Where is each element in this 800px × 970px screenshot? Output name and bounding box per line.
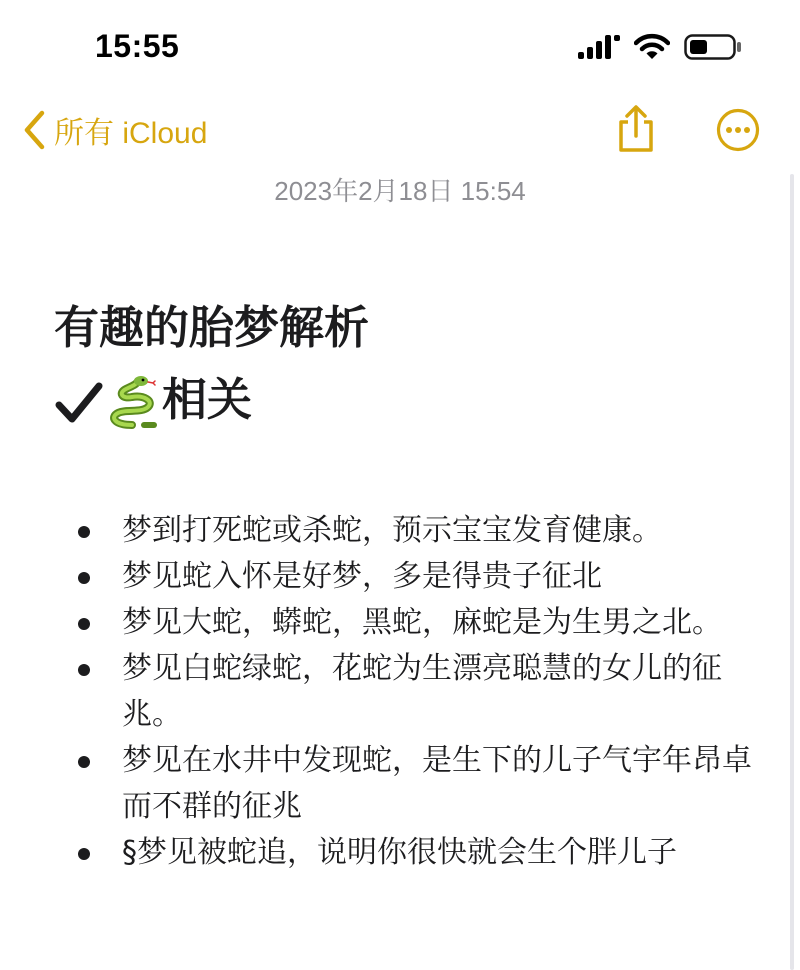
status-icons (578, 30, 742, 64)
list-item (60, 830, 760, 876)
cellular-signal-icon (578, 33, 620, 61)
share-button[interactable] (614, 104, 658, 154)
list-item (60, 508, 760, 554)
battery-icon (684, 33, 742, 61)
note-title-line-1: 有趣的胎梦解析 (54, 301, 370, 354)
list-item-text: 梦见白蛇绿蛇，花蛇为生漂亮聪慧的女儿的征兆。 (122, 651, 722, 732)
note-title[interactable] (54, 292, 369, 436)
note-date: 2023年2月18日 15:54 (274, 176, 526, 206)
note-title-line-2 (54, 364, 369, 436)
bullet-icon (78, 572, 90, 584)
scroll-indicator (790, 174, 794, 970)
bullet-list (60, 508, 760, 876)
list-item-text: §梦见被蛇追，说明你很快就会生个胖儿子 (122, 835, 677, 870)
bullet-icon (78, 664, 90, 676)
bullet-icon (78, 756, 90, 768)
list-item-text: 梦见蛇入怀是好梦，多是得贵子征北 (122, 559, 602, 594)
bullet-icon (78, 526, 90, 538)
note-body[interactable] (60, 508, 760, 876)
more-icon (716, 108, 760, 152)
snake-icon (104, 375, 162, 431)
list-item (60, 554, 760, 600)
list-item-text: 梦到打死蛇或杀蛇，预示宝宝发育健康。 (122, 513, 662, 548)
status-time: 15:55 (95, 28, 180, 64)
bullet-icon (78, 848, 90, 860)
more-options-button[interactable] (716, 108, 760, 152)
list-item (60, 646, 760, 738)
list-item (60, 738, 760, 830)
back-button-label: 所有 iCloud (54, 117, 208, 150)
list-item (60, 600, 760, 646)
checkmark-icon (54, 381, 104, 425)
note-title-line-2-text: 相关 (162, 373, 253, 426)
chevron-left-icon (22, 109, 48, 151)
list-item-text: 梦见在水井中发现蛇，是生下的儿子气宇年昂卓而不群的征兆 (122, 743, 752, 824)
back-button[interactable] (22, 108, 207, 152)
share-icon (614, 104, 658, 154)
bullet-icon (78, 618, 90, 630)
list-item-text: 梦见大蛇，蟒蛇，黑蛇，麻蛇是为生男之北。 (122, 605, 722, 640)
wifi-icon (634, 33, 670, 61)
